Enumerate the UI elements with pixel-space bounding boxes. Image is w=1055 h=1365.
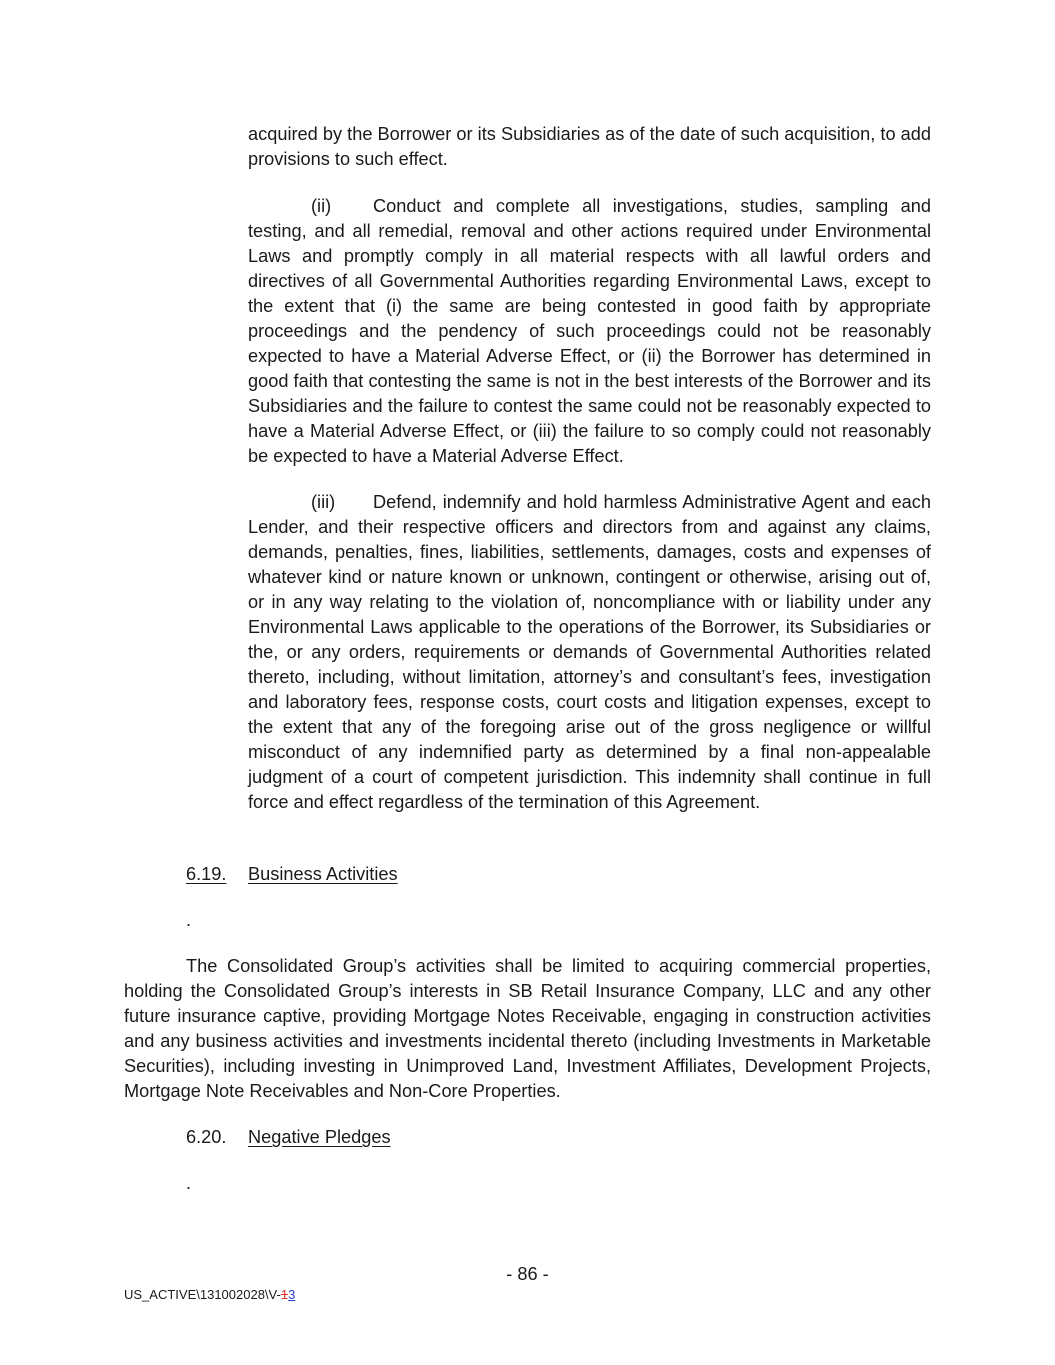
section-6-20-number: 6.20. (186, 1127, 227, 1147)
continuation-paragraph: acquired by the Borrower or its Subsidiaries as of the date of such acquisition, to add provisions to such effect. (248, 124, 931, 169)
section-6-19-heading (186, 862, 398, 887)
footer-document-id (124, 1286, 295, 1304)
clause-ii-number: (ii) (311, 196, 332, 216)
section-6-19-title: Business Activities (248, 864, 398, 884)
section-6-19-body-text: The Consolidated Group’s activities shall be limited to acquiring commercial properties, holding the Consolidated Group’s interests in SB Retail Insurance Company, LLC and any other future insurance captive, providing Mortgage Notes Receivable, engaging in construction activities and any business activities and investments incidental thereto (including Investments in Marketable Securities), including investing in Unimproved Land, Investment Affiliates, Development Projects, Mortgage Note Receivables and Non-Core Properties. (124, 956, 931, 1101)
section-6-20-heading (186, 1125, 391, 1150)
page-number: - 86 - (506, 1264, 549, 1284)
deleted-version-mark: 1 (280, 1287, 289, 1302)
section-6-19-dot: . (186, 910, 192, 930)
section-6-19-body (124, 954, 931, 1104)
clause-iii-text: Defend, indemnify and hold harmless Administrative Agent and each Lender, and their respective officers and directors from and against any claims, demands, penalties, fines, liabilities, settlements, damages, costs and expenses of whatever kind or nature known or unknown, contingent or otherwise, arising out of, or in any way relating to the violation of, noncompliance with or liability under any Environmental Laws applicable to the operations of the Borrower, its Subsidiaries or the, or any orders, requirements or demands of Governmental Authorities related thereto, including, without limitation, attorney’s and consultant’s fees, investigation and laboratory fees, response costs, court costs and litigation expenses, except to the extent that any of the foregoing arise out of the gross negligence or willful misconduct of any indemnified party as determined by a final non-appealable judgment of a court of competent jurisdiction. This indemnity shall continue in full force and effect regardless of the termination of this Agreement. (248, 492, 931, 812)
clause-ii-paragraph (248, 194, 931, 469)
section-6-19-number: 6.19. (186, 864, 227, 884)
clause-ii-text: Conduct and complete all investigations, studies, sampling and testing, and all remedial, removal and other actions required under Environmental Laws and promptly comply in all material respects with all lawful orders and directives of all Governmental Authorities regarding Environmental Laws, except to the extent that (i) the same are being contested in good faith by appropriate proceedings and the pendency of such proceedings could not be reasonably expected to have a Material Adverse Effect, or (ii) the Borrower has determined in good faith that contesting the same is not in the best interests of the Borrower and its Subsidiaries and the failure to contest the same could not be reasonably expected to have a Material Adverse Effect, or (iii) the failure to so comply could not reasonably be expected to have a Material Adverse Effect. (248, 196, 931, 466)
clause-iii-number: (iii) (311, 492, 336, 512)
clause-iii-paragraph (248, 490, 931, 815)
inserted-version-mark: 3 (288, 1287, 296, 1302)
document-id-prefix: US_ACTIVE\131002028\V- (124, 1287, 281, 1302)
section-6-20-dot: . (186, 1173, 192, 1193)
section-6-20-title: Negative Pledges (248, 1127, 391, 1147)
